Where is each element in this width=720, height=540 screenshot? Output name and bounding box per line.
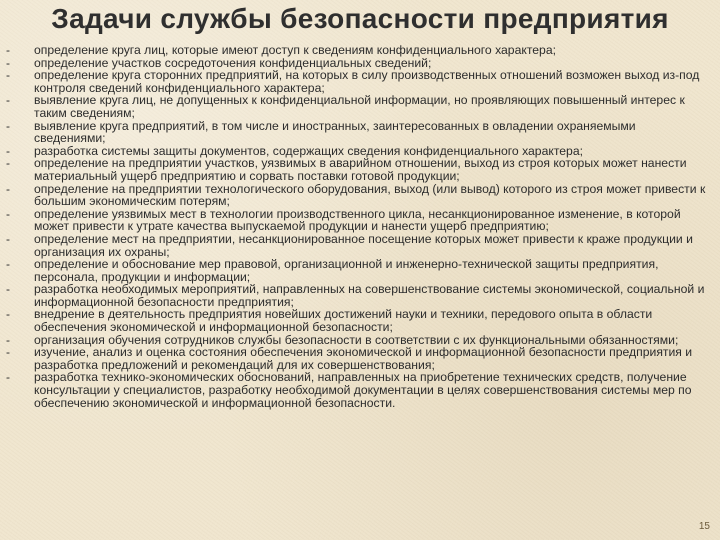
list-item-text: определение участков сосредоточения конфиденциальных сведений; <box>34 55 432 70</box>
list-item <box>0 283 720 308</box>
bullet-dash: - <box>6 332 10 347</box>
bullet-dash: - <box>6 143 10 158</box>
bullet-dash: - <box>6 156 10 171</box>
list-item <box>0 44 720 57</box>
list-item <box>0 346 720 371</box>
list-item <box>0 208 720 233</box>
list-item-text: определение круга лиц, которые имеют доступ к сведениям конфиденциального характера; <box>34 43 557 57</box>
list-item <box>0 258 720 283</box>
bullet-dash: - <box>6 181 10 196</box>
list-item-text: определение мест на предприятии, несанкционированное посещение которых может привести к краже продукции и организация их охраны; <box>34 231 693 259</box>
list-item-text: определение на предприятии технологического оборудования, выход (или вывод) которого из строя может привести к большим экономическим потерям; <box>34 181 706 209</box>
list-item <box>0 233 720 258</box>
bullet-dash: - <box>6 68 10 83</box>
list-item-text: разработка необходимых мероприятий, направленных на совершенствование системы экономической, социальной и информационной безопасности предприятия; <box>34 282 705 309</box>
list-item-text: внедрение в деятельность предприятия новейших достижений науки и техники, передового опыта в области обеспечения экономической и информационной безопасности; <box>34 307 653 335</box>
bullet-dash: - <box>6 370 10 385</box>
list-item <box>0 157 720 182</box>
page-number: 15 <box>698 521 710 532</box>
list-item-text: организация обучения сотрудников службы безопасности в соответствии с их функциональными обязанностями; <box>34 332 679 347</box>
bullet-dash: - <box>6 307 10 322</box>
list-item <box>0 371 720 409</box>
list-item-text: выявление круга лиц, не допущенных к конфиденциальной информации, но проявляющих повышенный интерес к таким сведениям; <box>34 93 685 120</box>
slide-title: Задачи службы безопасности предприятия <box>51 3 669 34</box>
list-item-text: определение и обоснование мер правовой, организационной и инженерно-технической защиты предприятия, персонала, продукции и информации; <box>34 257 659 284</box>
list-item-text: выявление круга предприятий, в том числе и иностранных, заинтересованных в овладении охраняемыми сведениями; <box>34 118 636 146</box>
bullet-dash: - <box>6 43 10 57</box>
list-item <box>0 69 720 94</box>
bullet-dash: - <box>6 231 10 246</box>
bullet-dash: - <box>6 93 10 108</box>
bullet-dash: - <box>6 55 10 70</box>
list-item-text: разработка системы защиты документов, содержащих сведения конфиденциального характера; <box>34 143 583 158</box>
list-item-text: разработка технико-экономических обоснований, направленных на приобретение технических средств, получение консультации у специалистов, разработку необходимой документации в целях совершенствования системы мер по обеспечению экономической и информационной безопасности. <box>34 370 692 410</box>
bullet-dash: - <box>6 257 10 272</box>
list-item-text: определение уязвимых мест в технологии производственного цикла, несанкционированное изменение, в которой может привести к утрате качества выпускаемой продукции и нанести ущерб предприятию; <box>34 206 681 234</box>
list-item <box>0 120 720 145</box>
list-item-text: определение круга сторонних предприятий, на которых в силу производственных отношений возможен выход из-под контроля сведений конфиденциального характера; <box>34 68 700 95</box>
list-item <box>0 308 720 333</box>
bullet-dash: - <box>6 345 10 360</box>
list-item <box>0 183 720 208</box>
bullet-dash: - <box>6 118 10 133</box>
bullet-dash: - <box>6 206 10 221</box>
list-item-text: определение на предприятии участков, уязвимых в аварийном отношении, выход из строя которых может нанести материальный ущерб предприятию и сорвать поставки готовой продукции; <box>34 156 687 183</box>
bullet-dash: - <box>6 282 10 297</box>
list-item <box>0 94 720 119</box>
task-list <box>0 44 720 409</box>
list-item-text: изучение, анализ и оценка состояния обеспечения экономической и информационной безопасности предприятия и разработка предложений и рекомендаций для их совершенствования; <box>34 345 693 372</box>
